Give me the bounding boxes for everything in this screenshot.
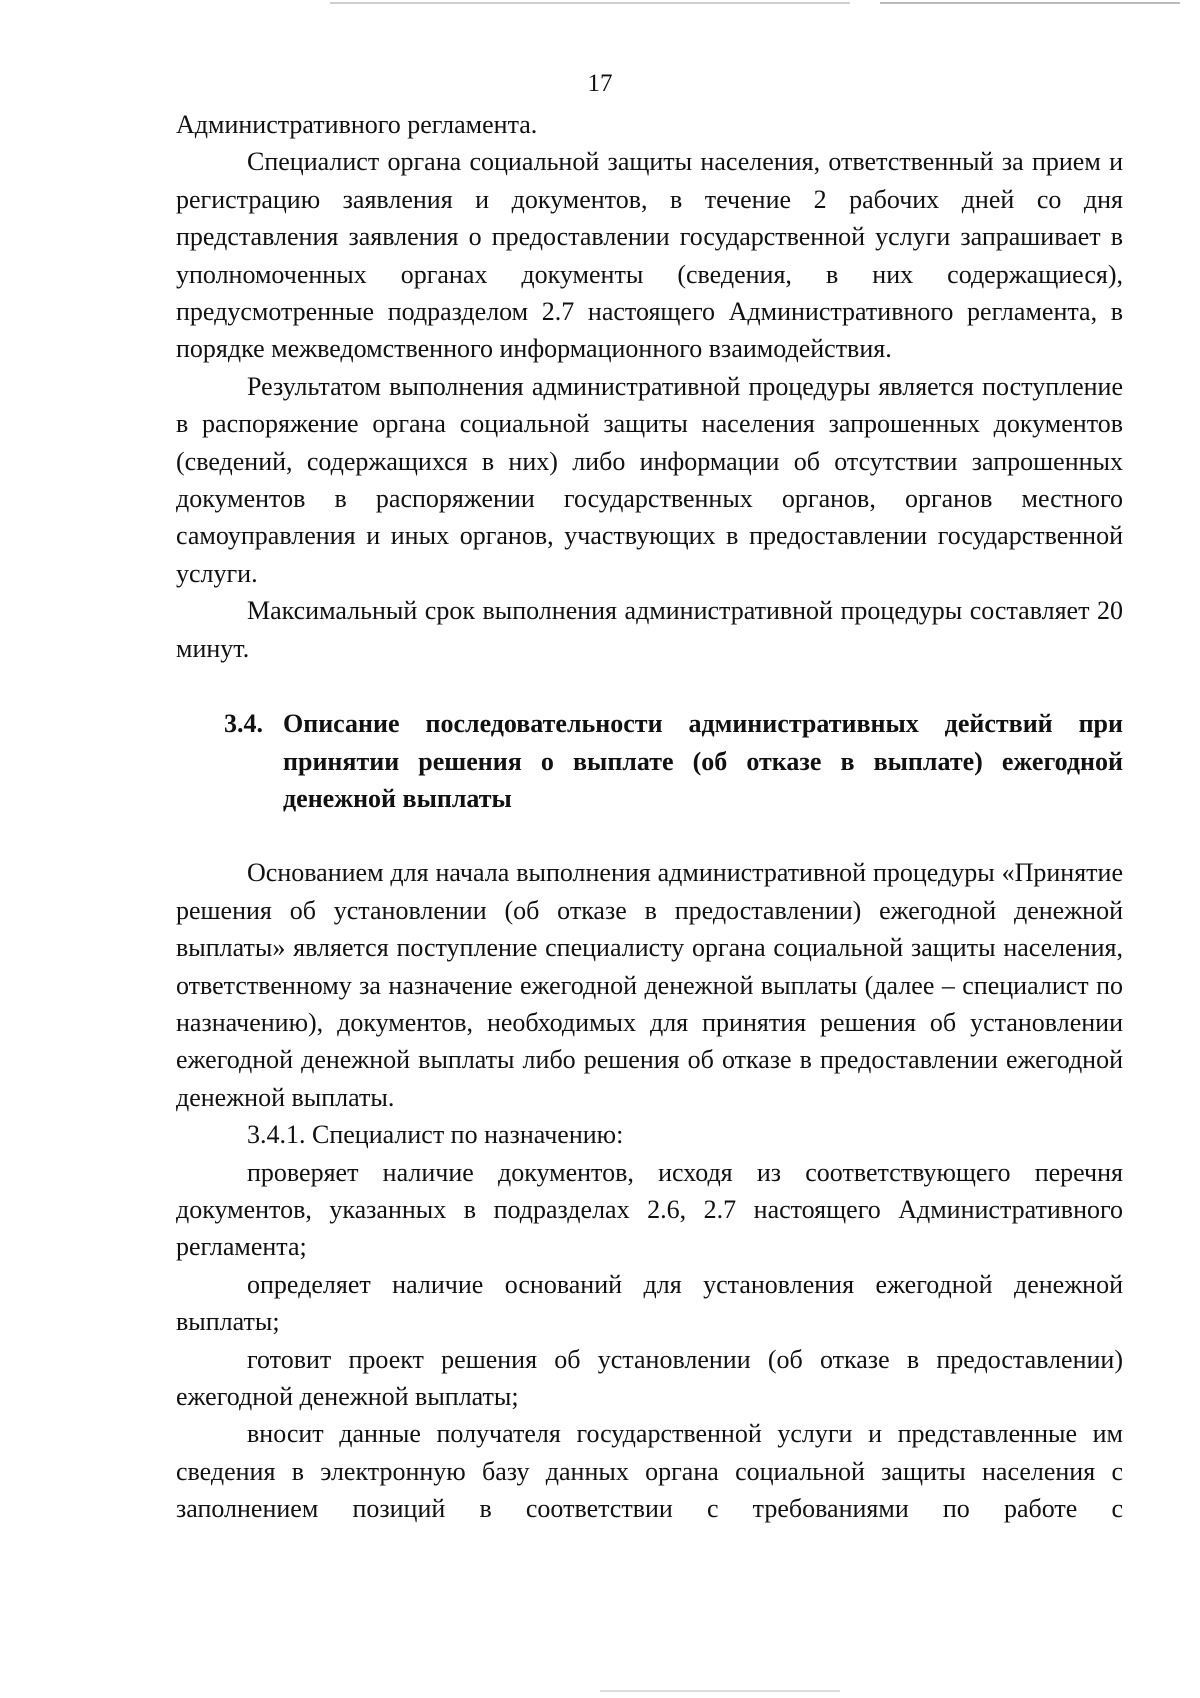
page-number: 17 <box>587 70 613 97</box>
section-title: Описание последовательности административных действий при принятии решения о выплате (об отказе в выплате) ежегодной денежной выплаты <box>283 709 1123 813</box>
paragraph-checks-documents: проверяет наличие документов, исходя из соответствующего перечня документов, указанных в подразделах 2.6, 2.7 настоящего Административного регламента; <box>176 1157 1123 1262</box>
scan-artifact-top-right <box>880 2 1180 4</box>
paragraph-enters-data: вносит данные получателя государственной услуги и представленные им сведения в электронную базу данных органа социальной защиты населения с заполнением позиций в соответствии с требованиями по работе с <box>176 1419 1123 1524</box>
section-number: 3.4. <box>224 709 263 739</box>
paragraph-result: Результатом выполнения административной процедуры является поступление в распоряжение органа социальной защиты населения запрошенных документов (сведений, содержащихся в них) либо информации об отсутствии запрошенных документов в распоряжении государственных органов, органов местного самоуправления и иных органов, участвующих в предоставлении государственной услуги. <box>176 371 1123 588</box>
paragraph-basis: Основанием для начала выполнения административной процедуры «Принятие решения об установлении (об отказе в предоставлении) ежегодной денежной выплаты» является поступление специалисту органа социальной защиты населения, ответственному за назначение ежегодной денежной выплаты (далее – специалист по назначению), документов, необходимых для принятия решения об установлении ежегодной денежной выплаты либо решения об отказе в предоставлении ежегодной денежной выплаты. <box>176 858 1123 1112</box>
paragraph-prepares-draft: готовит проект решения об установлении (об отказе в предоставлении) ежегодной денежной выплаты; <box>176 1344 1123 1411</box>
scan-artifact-top <box>330 2 850 4</box>
paragraph-max-duration: Максимальный срок выполнения административной процедуры составляет 20 минут. <box>176 596 1123 663</box>
scan-artifact-bottom <box>600 1690 840 1692</box>
paragraph-subsection-3-4-1: 3.4.1. Специалист по назначению: <box>247 1120 624 1150</box>
paragraph-continuation: Административного регламента. <box>176 110 538 139</box>
section-heading <box>176 705 1123 817</box>
document-body <box>176 106 1123 1528</box>
paragraph-determines-grounds: определяет наличие оснований для установления ежегодной денежной выплаты; <box>176 1269 1123 1337</box>
paragraph-specialist-request: Специалист органа социальной защиты населения, ответственный за прием и регистрацию заявления и документов, в течение 2 рабочих дней со дня представления заявления о предоставлении государственной услуги запрашивает в уполномоченных органах документы (сведения, в них содержащиеся), предусмотренные подразделом 2.7 настоящего Административного регламента, в порядке межведомственного информационного взаимодействия. <box>176 147 1123 364</box>
